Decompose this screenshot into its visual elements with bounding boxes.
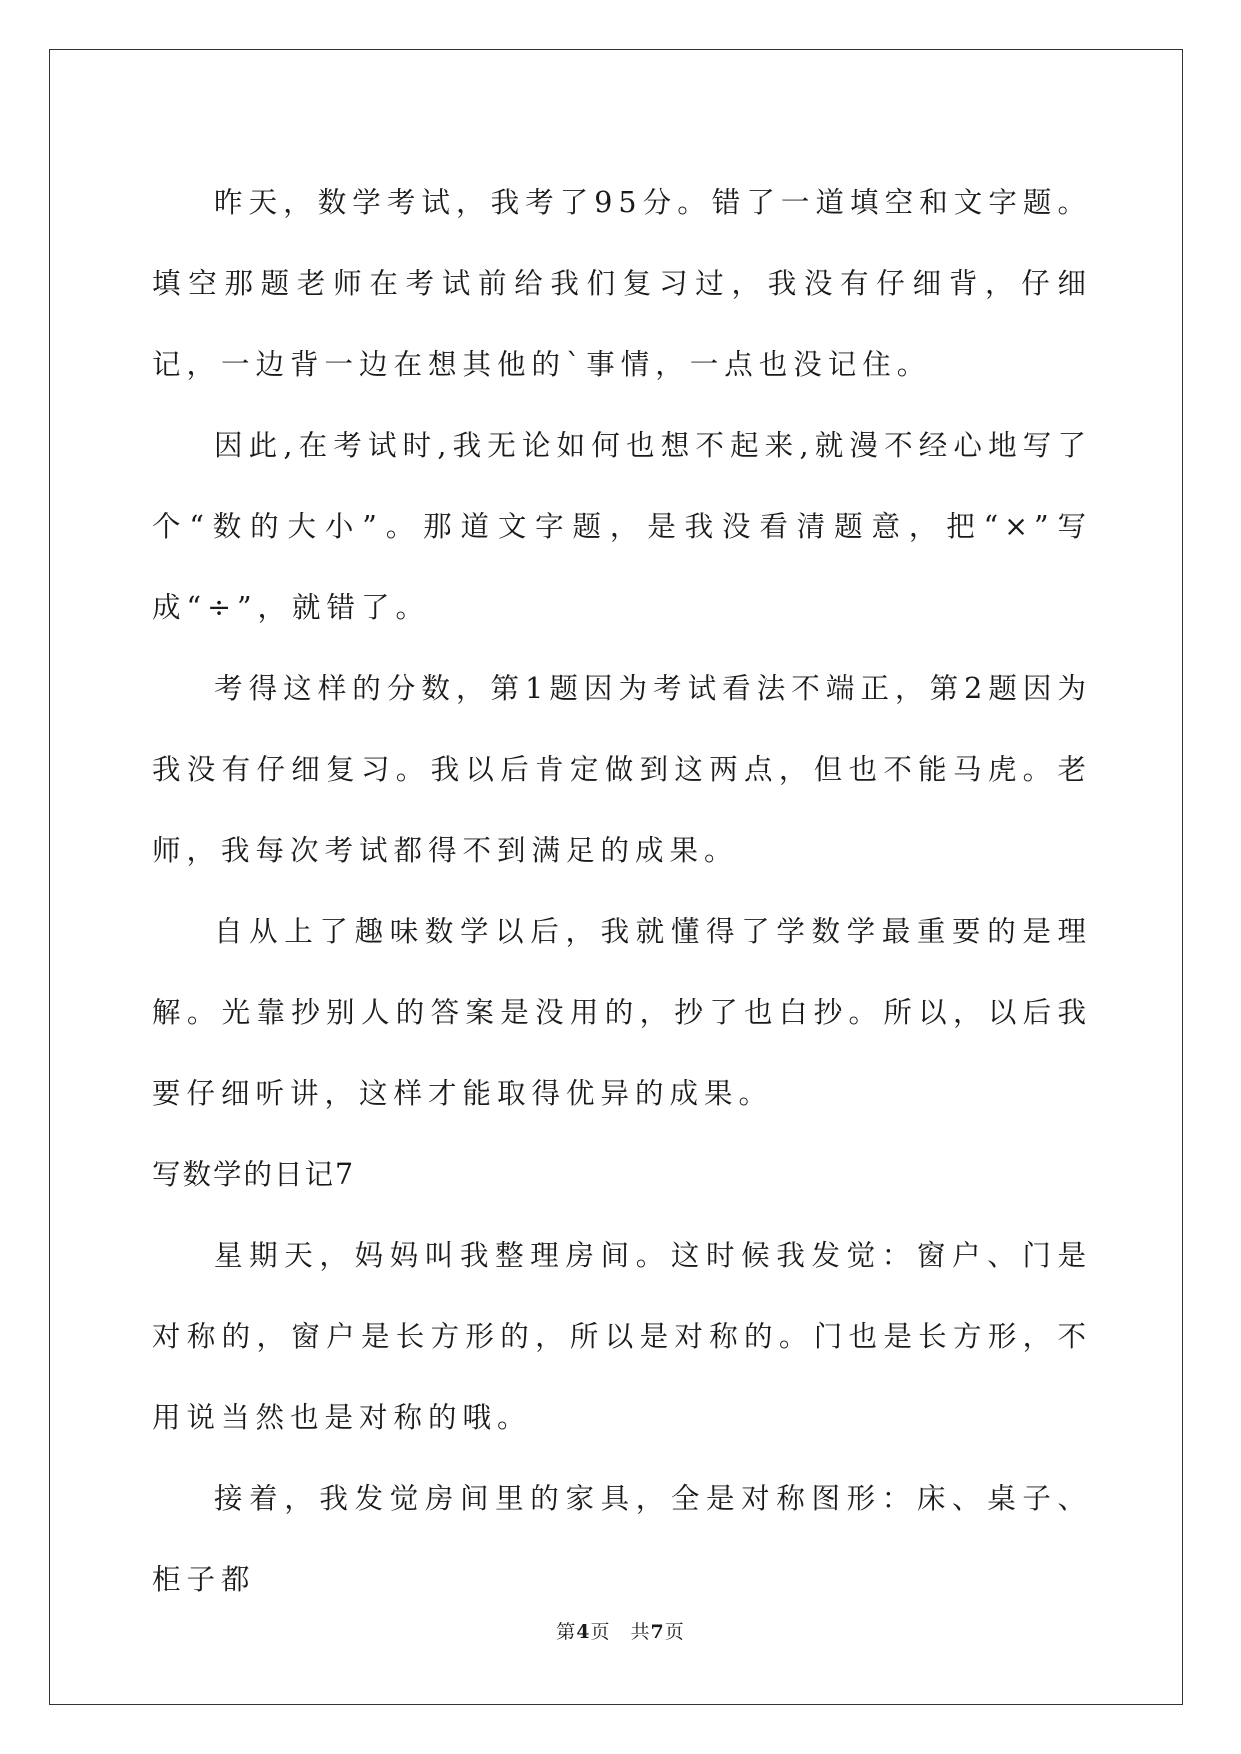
paragraph-2: 因此,在考试时,我无论如何也想不起来,就漫不经心地写了个“数的大小”。那道文字题，是我没看清题意，把“×”写成“÷”，就错了。 (152, 429, 1092, 624)
paragraph-6: 接着，我发觉房间里的家具，全是对称图形：床、桌子、柜子都 (152, 1482, 1092, 1596)
paragraph-1: 昨天，数学考试，我考了95分。错了一道填空和文字题。填空那题老师在考试前给我们复习过，我没有仔细背，仔细记，一边背一边在想其他的`事情，一点也没记住。 (152, 186, 1092, 381)
footer-suffix: 页 (664, 1621, 685, 1643)
footer-current-page: 4 (576, 1621, 591, 1643)
paragraph-4: 自从上了趣味数学以后，我就懂得了学数学最重要的是理解。光靠抄别人的答案是没用的，抄了也白抄。所以，以后我要仔细听讲，这样才能取得优异的成果。 (152, 915, 1092, 1110)
paragraph-5: 星期天，妈妈叫我整理房间。这时候我发觉：窗户、门是对称的，窗户是长方形的，所以是对称的。门也是长方形，不用说当然也是对称的哦。 (152, 1239, 1092, 1434)
footer-prefix: 第 (556, 1621, 577, 1643)
paragraph-3: 考得这样的分数，第1题因为考试看法不端正，第2题因为我没有仔细复习。我以后肯定做到这两点，但也不能马虎。老师，我每次考试都得不到满足的成果。 (152, 672, 1092, 867)
section-heading: 写数学的日记7 (152, 1158, 356, 1191)
document-body (152, 162, 1092, 1620)
page-footer (0, 1617, 1241, 1644)
footer-total-pages: 7 (650, 1621, 665, 1643)
footer-middle: 页 共 (590, 1621, 651, 1643)
